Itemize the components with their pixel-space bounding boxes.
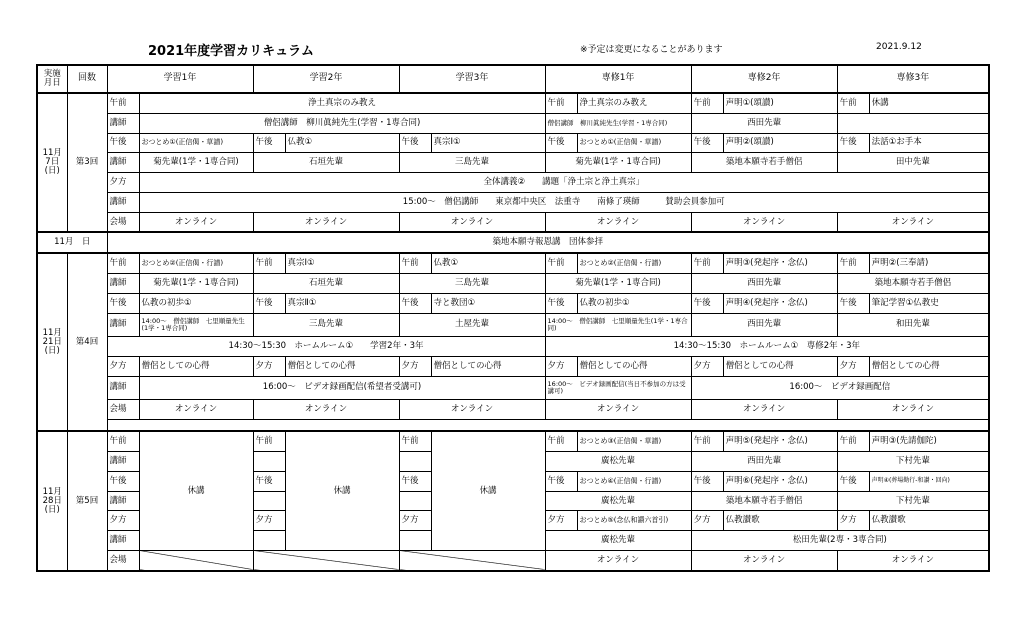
- lecturer-label: 講師: [107, 113, 139, 133]
- cell: 築地本願寺若手僧侶: [837, 274, 989, 294]
- table-row: [37, 253, 989, 273]
- homeroom-right: 14:30～15:30 ホームルーム① 専修2年・3年: [545, 336, 989, 356]
- cell: 14:00～ 僧侶講師 七里順量先生(1学・1専合同): [139, 313, 253, 336]
- pm-label: 午後: [399, 133, 431, 153]
- table-row: [37, 313, 989, 336]
- pm-label: 午後: [691, 293, 723, 313]
- eve-label: 夕方: [399, 511, 431, 531]
- pm-label: 午後: [253, 133, 285, 153]
- lecturer-label: 講師: [107, 531, 139, 551]
- table-row: [37, 293, 989, 313]
- pm-label: 午後: [399, 471, 431, 491]
- am-label: 午前: [545, 93, 577, 113]
- eve-label: 夕方: [691, 356, 723, 376]
- venue-online: オンライン: [837, 399, 989, 419]
- pm-label: 午後: [691, 471, 723, 491]
- header-row: [37, 65, 989, 93]
- table-row: [37, 336, 989, 356]
- eve-label: 夕方: [837, 356, 869, 376]
- cell: 僧侶としての心得: [431, 356, 545, 376]
- eve-label: 夕方: [107, 173, 139, 193]
- cell: 菊先輩(1学・1専合同): [545, 274, 691, 294]
- cell: 浄土真宗のみ教え: [139, 93, 545, 113]
- cell: 声明①(頌讃): [723, 93, 837, 113]
- lecturer-label: 講師: [107, 313, 139, 336]
- cell: 声明⑤(発起序・念仏): [723, 431, 837, 451]
- cell: 法話①お手本: [869, 133, 989, 153]
- cell: 石垣先輩: [253, 274, 399, 294]
- cell: 真宗Ⅱ①: [285, 293, 399, 313]
- event-text: 築地本願寺報恩講 団体参拝: [107, 232, 989, 253]
- venue-online: オンライン: [139, 212, 253, 232]
- venue-online: オンライン: [139, 399, 253, 419]
- cell: おつとめ③(正信偈・草譜): [577, 431, 691, 451]
- cell: 菊先輩(1学・1専合同): [139, 153, 253, 173]
- cell: 休講: [869, 93, 989, 113]
- pm-label: 午後: [107, 471, 139, 491]
- cell: 声明④(葬場勤行-和讃・回向): [869, 471, 989, 491]
- eve-label: 夕方: [107, 356, 139, 376]
- lecturer-label: 講師: [107, 376, 139, 399]
- pm-label: 午後: [545, 471, 577, 491]
- session-round: 第4回: [67, 253, 107, 431]
- cell: 浄土真宗のみ教え: [577, 93, 691, 113]
- session-round: 第5回: [67, 431, 107, 571]
- table-row: [37, 133, 989, 153]
- curriculum-table: [36, 64, 990, 572]
- cell: 真宗Ⅰ①: [285, 253, 399, 273]
- cell: 筆記学習①仏教史: [869, 293, 989, 313]
- am-label: 午前: [837, 93, 869, 113]
- venue-online: オンライン: [691, 550, 837, 571]
- eve-label: 夕方: [253, 356, 285, 376]
- col-senshu2-header: 専修2年: [691, 65, 837, 93]
- venue-online: オンライン: [691, 212, 837, 232]
- cell: 仏教讃歌: [869, 511, 989, 531]
- eve-label: 夕方: [107, 511, 139, 531]
- table-row: [37, 376, 989, 399]
- table-row: [37, 153, 989, 173]
- pm-label: 午後: [837, 133, 869, 153]
- venue-label: 会場: [107, 550, 139, 571]
- pm-label: 午後: [107, 293, 139, 313]
- cell: 声明④(発起序・念仏): [723, 293, 837, 313]
- eve-label: 夕方: [545, 356, 577, 376]
- event-date: 11月 日: [37, 232, 107, 253]
- eve-label: 夕方: [399, 356, 431, 376]
- cell: 廣松先輩: [545, 452, 691, 472]
- cell: おつとめ②(正信偈・行譜): [577, 253, 691, 273]
- cell: 15:00～ 僧侶講師 東京都中央区 法重寺 南條了瑛師 賛助会員参加可: [139, 192, 989, 212]
- cell: おつとめ⑤(念仏和讃六首引): [577, 511, 691, 531]
- eve-label: 夕方: [253, 511, 285, 531]
- cell: 仏教①: [431, 253, 545, 273]
- venue-online: オンライン: [253, 399, 399, 419]
- cell: 三島先輩: [399, 153, 545, 173]
- cell: 僧侶としての心得: [723, 356, 837, 376]
- cell: 三島先輩: [253, 313, 399, 336]
- eve-label: 夕方: [691, 511, 723, 531]
- eve-label: 夕方: [545, 511, 577, 531]
- table-row: [37, 212, 989, 232]
- am-label: 午前: [691, 93, 723, 113]
- cell: 西田先輩: [691, 113, 837, 133]
- venue-online: オンライン: [545, 399, 691, 419]
- cell: 石垣先輩: [253, 153, 399, 173]
- cell: 僧侶講師 柳川眞純先生(学習・1専合同): [545, 113, 691, 133]
- pm-label: 午後: [253, 471, 285, 491]
- cell: 14:00～ 僧侶講師 七里順量先生(1学・1専合同): [545, 313, 691, 336]
- cell: 田中先輩: [837, 153, 989, 173]
- change-note: ※予定は変更になることがあります: [580, 45, 723, 55]
- venue-online: オンライン: [837, 212, 989, 232]
- lecturer-label: 講師: [107, 274, 139, 294]
- am-label: 午前: [545, 431, 577, 451]
- cell: 16:00～ ビデオ録画配信(当日不参加の方は受講可): [545, 376, 691, 399]
- lecturer-label: 講師: [107, 192, 139, 212]
- cell: 仏教①: [285, 133, 399, 153]
- table-row: [37, 399, 989, 419]
- table-row: [37, 113, 989, 133]
- am-label: 午前: [253, 253, 285, 273]
- cell: おつとめ②(正信偈・行譜): [139, 253, 253, 273]
- cell: おつとめ①(正信偈・草譜): [577, 133, 691, 153]
- cell: 廣松先輩: [545, 531, 691, 551]
- am-label: 午前: [253, 431, 285, 451]
- table-row: [37, 550, 989, 571]
- table-row: [37, 356, 989, 376]
- cancelled-cell: 休講: [431, 431, 545, 550]
- table-row: [37, 93, 989, 113]
- page-title: 2021年度学習カリキュラム: [148, 44, 315, 59]
- pm-label: 午後: [691, 133, 723, 153]
- am-label: 午前: [107, 253, 139, 273]
- homeroom-left: 14:30～15:30 ホームルーム① 学習2年・3年: [107, 336, 545, 356]
- pm-label: 午後: [837, 293, 869, 313]
- am-label: 午前: [837, 253, 869, 273]
- cell: 真宗Ⅰ①: [431, 133, 545, 153]
- session-date: 11月 28日 (日): [37, 431, 67, 571]
- pm-label: 午後: [837, 471, 869, 491]
- table-row: [37, 192, 989, 212]
- cell: 僧侶講師 柳川眞純先生(学習・1専合同): [139, 113, 545, 133]
- col-gakushu3-header: 学習3年: [399, 65, 545, 93]
- venue-online: オンライン: [691, 399, 837, 419]
- eve-label: 夕方: [837, 511, 869, 531]
- cell: 仏教の初歩①: [577, 293, 691, 313]
- venue-online: オンライン: [545, 550, 691, 571]
- cell: 声明③(先請伽陀): [869, 431, 989, 451]
- am-label: 午前: [399, 431, 431, 451]
- table-row: [37, 232, 989, 253]
- col-date-header: 実施 月日: [37, 65, 67, 93]
- col-round-header: 回数: [67, 65, 107, 93]
- cell: 三島先輩: [399, 274, 545, 294]
- lecturer-label: 講師: [107, 452, 139, 472]
- cell: 築地本願寺若手僧侶: [691, 491, 837, 511]
- cell: 声明③(発起序・念仏): [723, 253, 837, 273]
- cell: 声明⑥(発起序・念仏): [723, 471, 837, 491]
- pm-label: 午後: [399, 293, 431, 313]
- venue-label: 会場: [107, 212, 139, 232]
- col-gakushu1-header: 学習1年: [107, 65, 253, 93]
- venue-online: オンライン: [253, 212, 399, 232]
- cell: 声明②(頌讃): [723, 133, 837, 153]
- cell: おつとめ①(正信偈・草譜): [139, 133, 253, 153]
- col-senshu3-header: 専修3年: [837, 65, 989, 93]
- cancelled-cell: 休講: [285, 431, 399, 550]
- session-round: 第3回: [67, 93, 107, 233]
- am-label: 午前: [545, 253, 577, 273]
- session-date: 11月 21日 (日): [37, 253, 67, 431]
- cell: 仏教の初歩①: [139, 293, 253, 313]
- cell: 西田先輩: [691, 452, 837, 472]
- cell: 下村先輩: [837, 452, 989, 472]
- cell: 僧侶としての心得: [139, 356, 253, 376]
- venue-online: オンライン: [837, 550, 989, 571]
- empty-slash-cell: [253, 550, 399, 571]
- am-label: 午前: [399, 253, 431, 273]
- table-row: [37, 431, 989, 451]
- cell: 菊先輩(1学・1専合同): [545, 153, 691, 173]
- am-label: 午前: [107, 431, 139, 451]
- venue-online: オンライン: [545, 212, 691, 232]
- lecturer-label: 講師: [107, 491, 139, 511]
- am-label: 午前: [837, 431, 869, 451]
- empty-slash-cell: [139, 550, 253, 571]
- table-row: [37, 419, 989, 431]
- venue-online: オンライン: [399, 399, 545, 419]
- session-date: 11月 7日 (日): [37, 93, 67, 233]
- cell: 16:00～ ビデオ録画配信: [691, 376, 989, 399]
- cell: 築地本願寺若手僧侶: [691, 153, 837, 173]
- cell: 菊先輩(1学・1専合同): [139, 274, 253, 294]
- cell: 声明②(三奉請): [869, 253, 989, 273]
- empty-slash-cell: [399, 550, 545, 571]
- table-row: [37, 173, 989, 193]
- lecturer-label: 講師: [107, 153, 139, 173]
- am-label: 午前: [691, 431, 723, 451]
- cell: 16:00～ ビデオ録画配信(希望者受講可): [139, 376, 545, 399]
- cell: 仏教讃歌: [723, 511, 837, 531]
- cell: 寺と教団①: [431, 293, 545, 313]
- am-label: 午前: [691, 253, 723, 273]
- col-gakushu2-header: 学習2年: [253, 65, 399, 93]
- cell: 土屋先輩: [399, 313, 545, 336]
- venue-online: オンライン: [399, 212, 545, 232]
- col-senshu1-header: 専修1年: [545, 65, 691, 93]
- cancelled-cell: 休講: [139, 431, 253, 550]
- cell: 和田先輩: [837, 313, 989, 336]
- cell: 僧侶としての心得: [577, 356, 691, 376]
- cell: 廣松先輩: [545, 491, 691, 511]
- venue-label: 会場: [107, 399, 139, 419]
- cell: 松田先輩(2専・3専合同): [691, 531, 989, 551]
- cell: 西田先輩: [691, 274, 837, 294]
- cell: 全体講義② 講題「浄土宗と浄土真宗」: [139, 173, 989, 193]
- table-row: [37, 274, 989, 294]
- am-label: 午前: [107, 93, 139, 113]
- cell: 西田先輩: [691, 313, 837, 336]
- cell: 僧侶としての心得: [285, 356, 399, 376]
- issue-date: 2021.9.12: [876, 42, 922, 52]
- cell: [837, 113, 989, 133]
- pm-label: 午後: [545, 293, 577, 313]
- pm-label: 午後: [253, 293, 285, 313]
- cell: 下村先輩: [837, 491, 989, 511]
- cell: 僧侶としての心得: [869, 356, 989, 376]
- pm-label: 午後: [107, 133, 139, 153]
- cell: おつとめ④(正信偈・行譜): [577, 471, 691, 491]
- pm-label: 午後: [545, 133, 577, 153]
